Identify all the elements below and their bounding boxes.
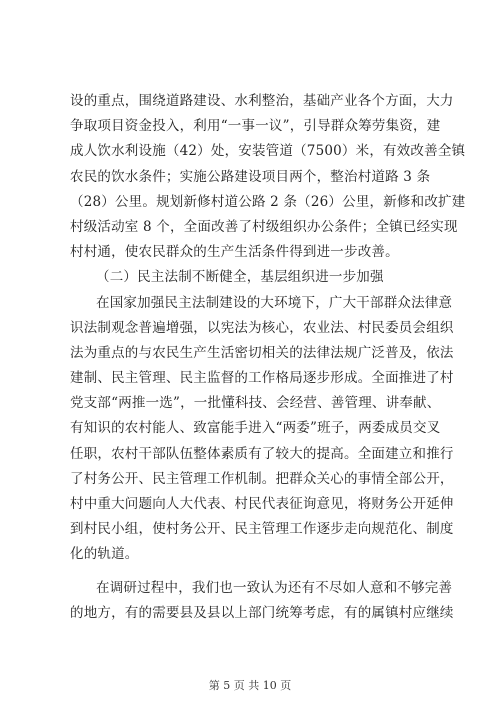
text-line: 建制、民主管理、民主监督的工作格局逐步形成。全面推进了村 (70, 370, 454, 387)
paragraph-gap (70, 568, 432, 576)
text-line: 有知识的农村能人、致富能手进入“两委”班子，两委成员交叉 (70, 420, 441, 437)
text-line: 村级活动室 8 个，全面改善了村级组织办公条件；全镇已经实现 (70, 218, 458, 235)
section-heading: （二）民主法制不断健全，基层组织进一步加强 (96, 269, 384, 286)
text-line: 争取项目资金投入，利用“一事一议”，引导群众筹劳集资，建 (70, 118, 441, 135)
text-line: 农民的饮水条件；实施公路建设项目两个，整治村道路 3 条 (70, 168, 431, 185)
text-line: 的地方，有的需要县及县以上部门统筹考虑，有的属镇村应继续 (70, 604, 454, 621)
text-line: 设的重点，围绕道路建设、水利整治，基础产业各个方面，大力 (70, 93, 454, 109)
text-line: 在国家加强民主法制建设的大环境下，广大干部群众法律意 (96, 294, 453, 311)
body-text (70, 89, 466, 626)
text-line: 法为重点的与农民生产生活密切相关的法律法规广泛普及，依法 (70, 344, 454, 361)
text-line: （28）公里。规划新修村道公路 2 条（26）公里，新修和改扩建 (70, 193, 466, 210)
text-line: 党支部“两推一选”，一批懂科技、会经营、善管理、讲奉献、 (70, 395, 441, 412)
text-line: 了村务公开、民主管理工作机制。把群众关心的事情全部公开， (70, 470, 454, 487)
text-line: 化的轨道。 (70, 546, 139, 563)
text-line: 任职，农村干部队伍整体素质有了较大的提高。全面建立和推行 (70, 445, 454, 462)
text-line: 村村通，使农民群众的生产生活条件得到进一步改善。 (70, 244, 399, 261)
text-line: 在调研过程中，我们也一致认为还有不尽如人意和不够完善 (96, 579, 453, 596)
page-footer: 第 5 页 共 10 页 (208, 679, 292, 692)
text-line: 识法制观念普遍增强，以宪法为核心，农业法、村民委员会组织 (70, 319, 454, 336)
text-line: 村中重大问题向人大代表、村民代表征询意见，将财务公开延伸 (70, 496, 454, 512)
text-line: 到村民小组，使村务公开、民主管理工作逐步走向规范化、制度 (70, 521, 454, 538)
text-line: 成人饮水利设施（42）处，安装管道（7500）米，有效改善全镇 (70, 143, 466, 160)
